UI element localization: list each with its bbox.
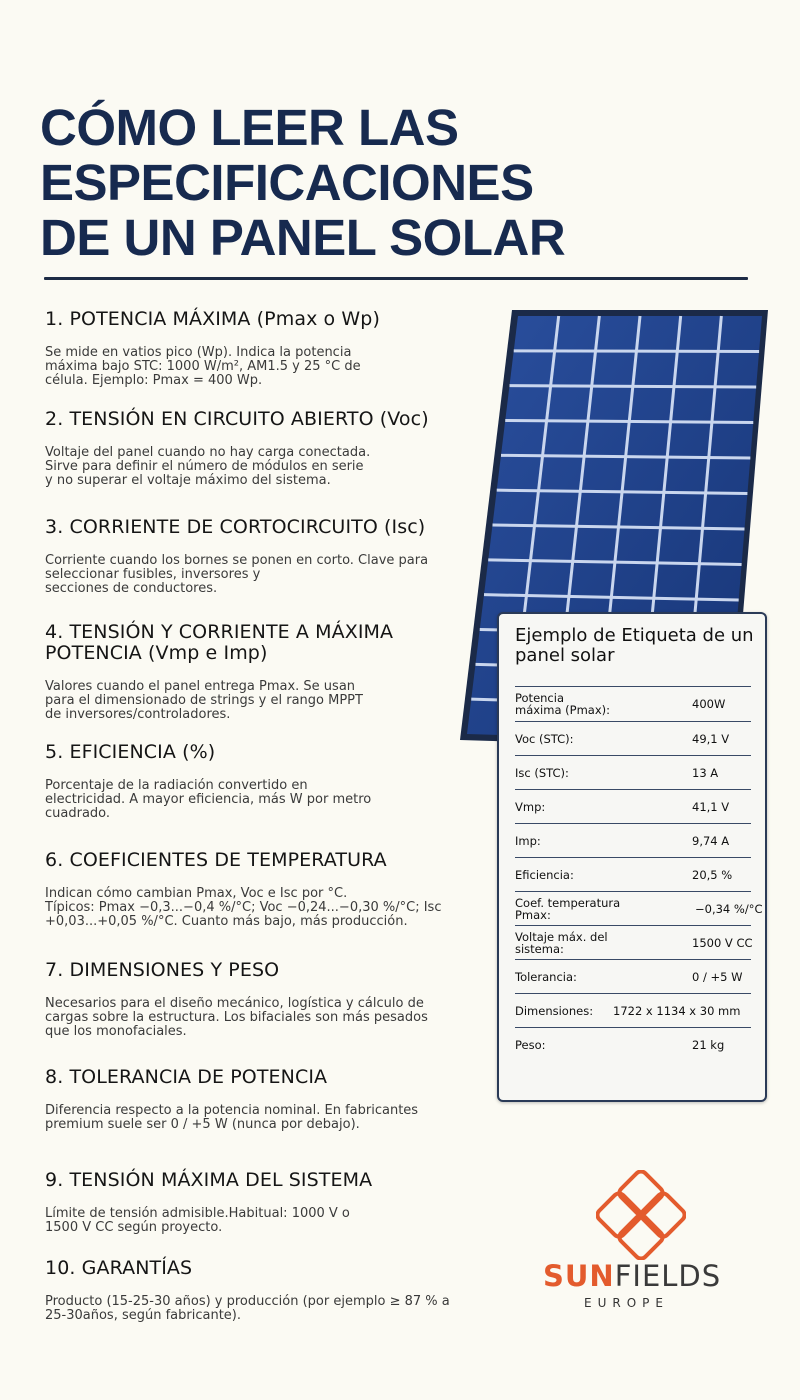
section-text: Voltaje del panel cuando no hay carga conectada. Sirve para definir el número de módulos en serie y no superar el voltaje máximo del sistema.	[45, 445, 371, 488]
section-text: Diferencia respecto a la potencia nominal. En fabricantes premium suele ser 0 / +5 W (nunca por debajo).	[45, 1103, 419, 1132]
title-divider	[44, 277, 748, 280]
section-tension-circuito-abierto	[45, 409, 465, 488]
label-key: Isc (STC):	[515, 766, 569, 780]
label-value: 41,1 V	[692, 800, 730, 814]
label-value: 1500 V CC	[692, 936, 753, 950]
label-value: 0 / +5 W	[692, 970, 743, 984]
label-title: Ejemplo de Etiqueta de un panel solar	[515, 625, 754, 666]
section-heading: 8. TOLERANCIA DE POTENCIA	[45, 1066, 328, 1088]
section-heading: 2. TENSIÓN EN CIRCUITO ABIERTO (Voc)	[45, 408, 429, 430]
section-text: Corriente cuando los bornes se ponen en corto. Clave para seleccionar fusibles, inversores y secciones de conductores.	[45, 553, 429, 596]
section-tension-maxima-sistema	[45, 1170, 465, 1235]
logo-knot-icon	[596, 1170, 686, 1260]
label-row-peso	[515, 1027, 751, 1062]
label-key: Dimensiones:	[515, 1004, 594, 1018]
logo-word-fields: FIELDS	[614, 1259, 722, 1293]
label-row-imp	[515, 823, 751, 858]
example-label-card	[497, 612, 767, 1102]
label-value: 13 A	[692, 766, 719, 780]
section-heading: 3. CORRIENTE DE CORTOCIRCUITO (Isc)	[45, 516, 426, 538]
section-eficiencia	[45, 742, 465, 821]
label-row-isc	[515, 755, 751, 790]
label-key: Eficiencia:	[515, 868, 574, 882]
label-value: 400W	[692, 697, 726, 711]
label-key: Voltaje máx. del sistema:	[515, 930, 608, 956]
section-heading: 1. POTENCIA MÁXIMA (Pmax o Wp)	[45, 308, 380, 330]
section-text: Indican cómo cambian Pmax, Voc e Isc por °C. Típicos: Pmax −0,3...−0,4 %/°C; Voc −0,24...−0,30 %/°C; Isc +0,03...+0,05 %/°C. Cuanto más bajo, más producción.	[45, 886, 442, 929]
section-vmp-imp	[45, 622, 485, 722]
label-key: Peso:	[515, 1038, 546, 1052]
title-line-1: CÓMO LEER LAS	[40, 99, 459, 156]
label-key: Imp:	[515, 834, 541, 848]
label-row-voltaje-max	[515, 925, 751, 960]
label-key: Coef. temperatura Pmax:	[515, 896, 621, 922]
section-corriente-cortocircuito	[45, 517, 465, 596]
section-text: Se mide en vatios pico (Wp). Indica la potencia máxima bajo STC: 1000 W/m², AM1.5 y 25 °C de célula. Ejemplo: Pmax = 400 Wp.	[45, 345, 361, 388]
panel-cell-divider	[510, 386, 757, 387]
label-value: −0,34 %/°C	[695, 902, 763, 916]
page-title	[40, 100, 565, 265]
section-potencia-maxima	[45, 309, 465, 388]
label-value: 21 kg	[692, 1038, 725, 1052]
section-heading: 9. TENSIÓN MÁXIMA DEL SISTEMA	[45, 1169, 373, 1191]
label-key: Tolerancia:	[515, 970, 577, 984]
title-line-3: DE UN PANEL SOLAR	[40, 209, 566, 266]
label-row-coef-temperatura	[515, 891, 763, 926]
section-coeficientes-temperatura	[45, 850, 465, 929]
section-text: Porcentaje de la radiación convertido en electricidad. A mayor eficiencia, más W por metro cuadrado.	[45, 778, 372, 821]
sunfields-logo	[540, 1170, 740, 1320]
logo-wordmark	[543, 1260, 743, 1292]
section-text: Producto (15-25-30 años) y producción (por ejemplo ≥ 87 % a 25-30años, según fabricante).	[45, 1294, 450, 1323]
label-value: 20,5 %	[692, 868, 733, 882]
label-key: Vmp:	[515, 800, 546, 814]
label-row-dimensiones	[515, 993, 751, 1028]
label-row-vmp	[515, 789, 751, 824]
panel-cell-divider	[505, 421, 753, 423]
label-key: Potencia máxima (Pmax):	[515, 691, 610, 717]
section-garantias	[45, 1258, 485, 1323]
section-heading: 7. DIMENSIONES Y PESO	[45, 959, 280, 981]
panel-cell-divider	[514, 351, 759, 352]
label-row-voc	[515, 721, 751, 756]
label-value: 9,74 A	[692, 834, 730, 848]
label-row-eficiencia	[515, 857, 751, 892]
section-text: Límite de tensión admisible.Habitual: 1000 V o 1500 V CC según proyecto.	[45, 1206, 350, 1235]
section-tolerancia-potencia	[45, 1067, 465, 1132]
logo-word-sun: SUN	[543, 1259, 615, 1293]
label-key: Voc (STC):	[515, 732, 574, 746]
label-row-tolerancia	[515, 959, 751, 994]
label-row-pmax	[515, 686, 751, 721]
label-value: 49,1 V	[692, 732, 730, 746]
section-text: Necesarios para el diseño mecánico, logística y cálculo de cargas sobre la estructura. Los bifaciales son más pesados que los monofaciales.	[45, 996, 428, 1039]
section-heading: 10. GARANTÍAS	[45, 1257, 193, 1279]
section-heading: 6. COEFICIENTES DE TEMPERATURA	[45, 849, 387, 871]
section-heading: 4. TENSIÓN Y CORRIENTE A MÁXIMA POTENCIA (Vmp e Imp)	[45, 621, 394, 664]
section-heading: 5. EFICIENCIA (%)	[45, 741, 216, 763]
section-text: Valores cuando el panel entrega Pmax. Se usan para el dimensionado de strings y el rango MPPT de inversores/controladores.	[45, 679, 363, 722]
title-line-2: ESPECIFICACIONES	[40, 154, 534, 211]
logo-subtitle: EUROPE	[584, 1296, 669, 1310]
label-value: 1722 x 1134 x 30 mm	[613, 1004, 741, 1018]
section-dimensiones-peso	[45, 960, 465, 1039]
